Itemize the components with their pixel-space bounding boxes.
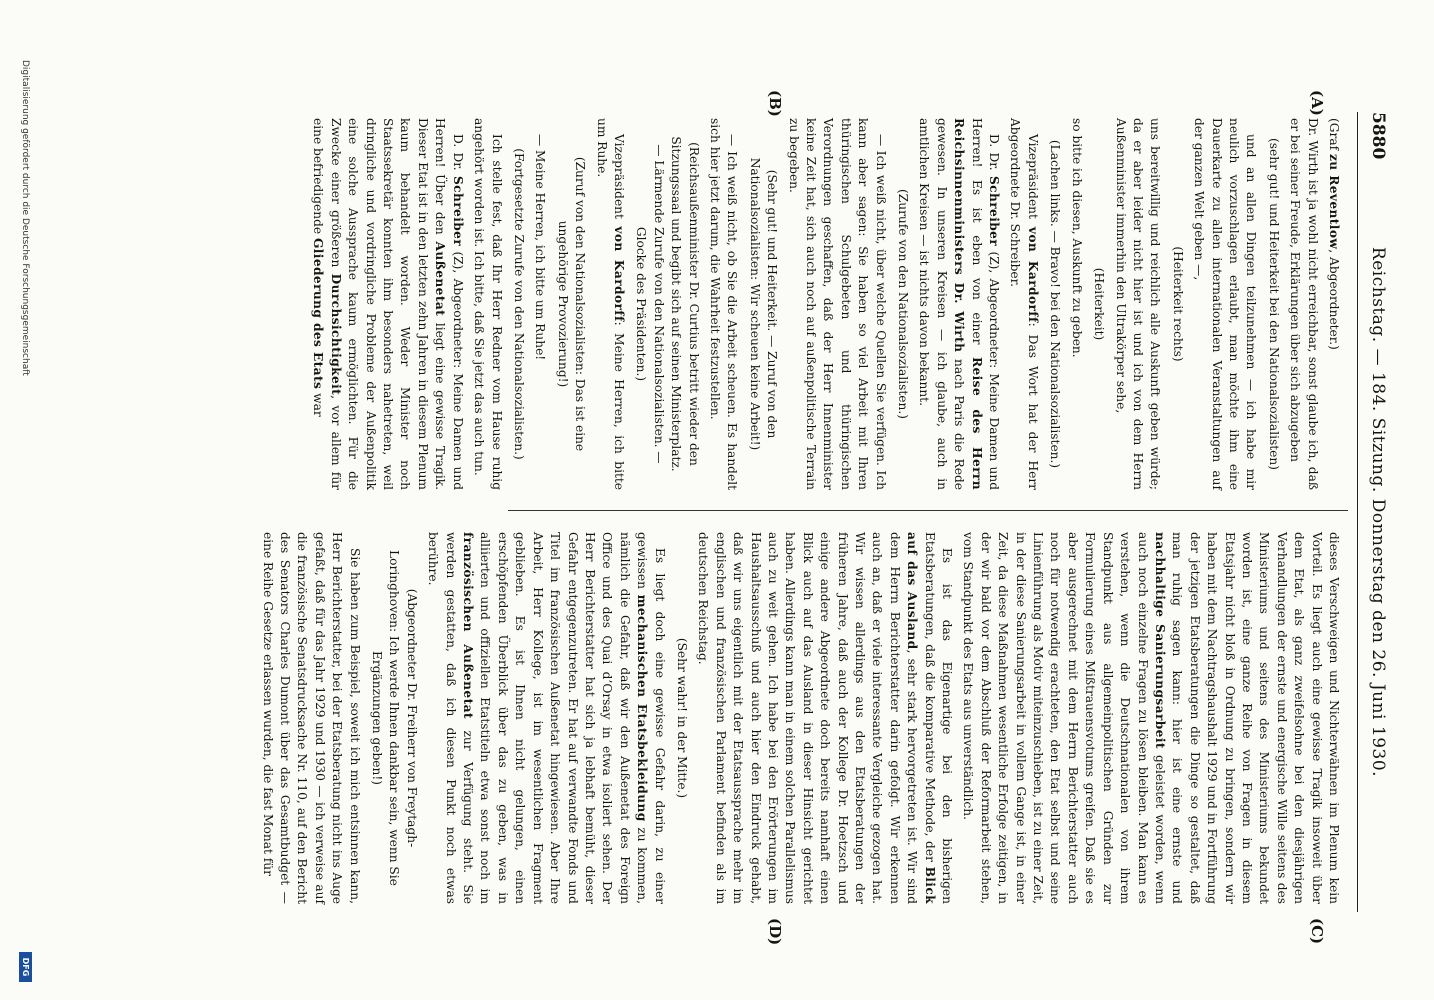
paragraph: D. Dr. Schreiber (Z), Abgeordneter: Meine Damen und Herren! Über den Außenetat liegt eine gewisse Tragik. Dieser Etat ist in den letzten zehn Jahren in diesem Plenum kaum behandelt worden. Weder Minister noch Staatssekretär konnten ihm besonders nahetreten, weil dringliche und vordringliche Probleme der Außenpolitik eine solche Aussprache kaum ermöglichten. Für die Zwecke einer größeren Durchsichtigkeit, vor allem für eine befriedigende Gliederung des Etats war (311, 118, 465, 490)
interjection: (Reichsaußenminister Dr. Curtius betritt wieder den Sitzungssaal und begibt sich auf seinen Ministerplatz. — Lärmende Zurufe von den Nationalsozialisten. — Glocke des Präsidenten.) (634, 136, 701, 472)
running-title: Reichstag. — 184. Sitzung. Donnerstag den 26. Juni 1930. (1368, 246, 1388, 778)
speaker-name: von Kardorff (1025, 226, 1040, 323)
margin-marker-c: (C) (1308, 918, 1326, 945)
paragraph: und an allen Dingen teilzunehmen — ich habe mir neulich vorzuschlagen erlaubt, man möchte ihm eine Dauerkarte zu allen internationalen Veranstaltungen auf der ganzen Welt geben —, (1192, 118, 1259, 490)
page-number: 5880 (1368, 112, 1388, 160)
paragraph: Ich stelle fest, daß Ihr Herr Redner vom Hause ruhig angehört worden ist. Ich bitte, daß Sie jetzt das auch tun. (472, 118, 504, 490)
interjection: (Zurufe von den Nationalsozialisten.) (896, 189, 911, 419)
speaker-name: zu Reventlow (1327, 153, 1341, 250)
interjection: (Fortgesetzte Zurufe von den Nationalsozialisten.) (511, 148, 526, 460)
paragraph: dieses Verschweigen und Nichterwähnen im Plenum kein Vorteil. Es liegt auch eine gewisse Tragik insoweit über dem Etat, als ganz zweifelsohne bei den diesjährigen Verhandlungen der ernste und energische Wille seitens des Ministeriums und seitens des Ministeriums bekundet worden ist, eine ganze Reihe von Fragen in diesem Etatsjahr nicht bloß in Ordnung zu bringen, sondern wir haben mit dem Nachtragshaushalt 1929 und in Fortführung der jetzigen Etatsberatungen die Dinge so gestaltet, daß man ruhig sagen kann: hier ist eine ernste und nachhaltige Sanierungsarbeit geleistet worden, wenn auch noch einzelne Fragen zu lösen bleiben. Man kann es verstehen, wenn die Deutschnationalen von ihrem Standpunkt aus allgemeinpolitischen Gründen zur Formulierung eines Mißtrauensvotums greifen. Daß sie es aber ausgerechnet mit dem Herrn Berichterstatter auch noch für notwendig erachteten, den Etat selbst und seine Linienführung als Motiv miteinzuschieben, ist zu einer Zeit, in der diese Sanierungsarbeit in vollem Gange ist, in einer Zeit, da diese Maßnahmen wesentliche Erfolge zeitigen, in der wir bald vor dem Abschluß der Reformarbeit stehen, vom Standpunkt des Etats aus unverständlich. (961, 532, 1341, 904)
margin-marker-d: (D) (766, 918, 784, 946)
margin-marker-a: (A) (1308, 90, 1326, 116)
interjection: (Heiterkeit) (1092, 267, 1107, 341)
right-column (254, 532, 1342, 904)
dfg-logo: DFG (19, 952, 32, 982)
speaker-name: Schreiber (450, 175, 465, 247)
speaker-name: Schreiber (987, 175, 1002, 247)
margin-marker-b: (B) (766, 90, 784, 117)
paragraph: so bitte ich diesen, Auskunft zu geben. (1069, 118, 1084, 358)
paragraph: Vizepräsident von Kardorff: Das Wort hat der Herr Abgeordnete Dr. Schreiber. (1008, 118, 1040, 490)
paragraph: uns bereitwillig und reichlich alle Auskunft geben würde; da er aber leider nicht hier ist und ich von dem Herrn Außenminister immerhin den Ultrakörper sehe, (1113, 118, 1163, 490)
paragraph: (Graf zu Reventlow, Abgeordneter.) (1327, 118, 1341, 350)
paragraph: Dr. Wirth ist ja wohl nicht erreichbar, sonst glaube ich, daß er bei seiner Freude, Erklärungen über sich abzugeben (1288, 118, 1320, 490)
paragraph: Sie haben zum Beispiel, soweit ich mich entsinnen kann, Herr Berichterstatter, bei der Etatsberatung nicht ins Auge gefaßt, daß für das Jahr 1929 und 1930 — ich verweise auf die französische Senatsdrucksache Nr. 110, auf den Bericht des Senators Charles Dumont über das Gesamtbudget — eine Reihe Gesetze erlassen wurden, die fast Monat für (260, 532, 362, 904)
interjection: (sehr gut! und Heiterkeit bei den Nationalsozialisten) (1266, 138, 1281, 470)
paragraph: Es ist das Eigenartige bei den bisherigen Etatsberatungen, daß die komparative Methode, der Blick auf das Ausland, sehr stark hervorgetreten ist. Wir sind dem Herrn Berichterstatter darin gefolgt. Wir erkennen auch an, daß er viele interessante Vergleiche gezogen hat. Wir wissen allerdings aus den Etatsberatungen der früheren Jahre, daß auch der Kollege Dr. Hoetzsch und einige andere Abgeordnete doch bereits namhaft einen Blick auch auf das Ausland in dieser Hinsicht gerichtet haben. Allerdings kann man in einem solchen Parallelismus auch zu weit gehen. Ich habe bei den Erörterungen im Haushaltsausschuß und auch hier den Eindruck gehabt, daß wir uns eigentlich mit der Etatsaussprache mehr im englischen und französischen Parlament befinden als im deutschen Reichstag. (696, 532, 955, 904)
emphasis: Reise des Herrn Reichsinnenministers Dr. Wirth (952, 118, 984, 490)
interjection: (Heiterkeit rechts) (1170, 246, 1185, 362)
paragraph: — Meine Herren, ich bitte um Ruhe! (533, 134, 548, 361)
emphasis: Blick auf das Ausland (905, 532, 937, 904)
speaker-name: von Kardorff (611, 226, 626, 322)
page-header (1357, 112, 1394, 912)
paragraph: Vizepräsident von Kardorff: Meine Herren, ich bitte um Ruhe. (594, 118, 626, 490)
interjection: (Sehr wahr! in der Mitte.) (674, 637, 689, 799)
interjection: (Abgeordneter Dr. Freiherr von Freytagh-Loringhoven: Ich werde Ihnen dankbar sein, wenn Sie Ergänzungen geben!) (370, 550, 419, 886)
interjection: (Zuruf von den Nationalsozialisten: Das ist eine ungehörige Provozierung!) (555, 156, 588, 452)
emphasis: Durchsichtigkeit (328, 273, 343, 396)
paragraph: — Ich weiß nicht, ob Sie die Arbeit scheuen. Es handelt sich hier jetzt darum, die Wahrheit festzustellen. (708, 118, 740, 490)
interjection: (Sehr gut! und Heiterkeit. — Zuruf von den Nationalsozialisten: Wir scheuen keine Arbeit!) (747, 157, 780, 451)
paragraph: — Ich weiß nicht, über welche Quellen Sie verfügen. Ich kann aber sagen: Sie haben so viel Arbeit mit Ihren thüringischen Schulgebeten und thüringischen Verordnungen geschaffen, daß der Herr Innenminister keine Zeit hat, sich auch noch auf außenpolitische Terrain zu begeben. (786, 118, 888, 490)
emphasis: Außenetat (433, 241, 448, 317)
digitization-credit: Digitalisierung gefördert durch die Deutsche Forschungsgemeinschaft (20, 60, 30, 376)
interjection: (Lachen links. — Bravo! bei den Nationalsozialisten.) (1048, 139, 1063, 469)
column-divider (508, 510, 1348, 511)
paragraph: Es liegt doch eine gewisse Gefahr darin, zu einer gewissen mechanischen Etatsbekleidung zu kommen, nämlich die Gefahr, daß wir den Außenetat des Foreign Office und des Quai d’Orsay in etwa isoliert sehen. Der Herr Berichterstatter hat sich ja lebhaft bemüht, dieser Gefahr entgegenzutreten. Er hat auf verwandte Fonds und Titel im französischen Außenetat hingewiesen. Aber Ihre Arbeit, Herr Kollege, ist im wesentlichen Fragment geblieben. Es ist Ihnen nicht gelungen, einen erschöpfenden Überblick über das zu geben, was in alliierten und offiziellen Etatstiteln etwa sonst noch im französischen Außenetat zur Verfügung steht. Sie werden gestatten, daß ich diesen Punkt noch etwas berühre. (426, 532, 667, 905)
left-column (305, 118, 1342, 490)
emphasis: nachhaltige Sanierungsarbeit (1152, 532, 1167, 749)
paragraph: D. Dr. Schreiber (Z), Abgeordneter: Meine Damen und Herren! Es ist eben von einer Reise des Herrn Reichsinnenministers Dr. Wirth nach Paris die Rede gewesen. In unseren Kreisen — ich glaube, auch in amtlichen Kreisen — ist nichts davon bekannt. (917, 118, 1002, 491)
emphasis: französischen Außenetat (461, 532, 476, 719)
emphasis: Gliederung des Etats (311, 237, 326, 390)
emphasis: mechanischen Etatsbekleidung (635, 594, 650, 822)
